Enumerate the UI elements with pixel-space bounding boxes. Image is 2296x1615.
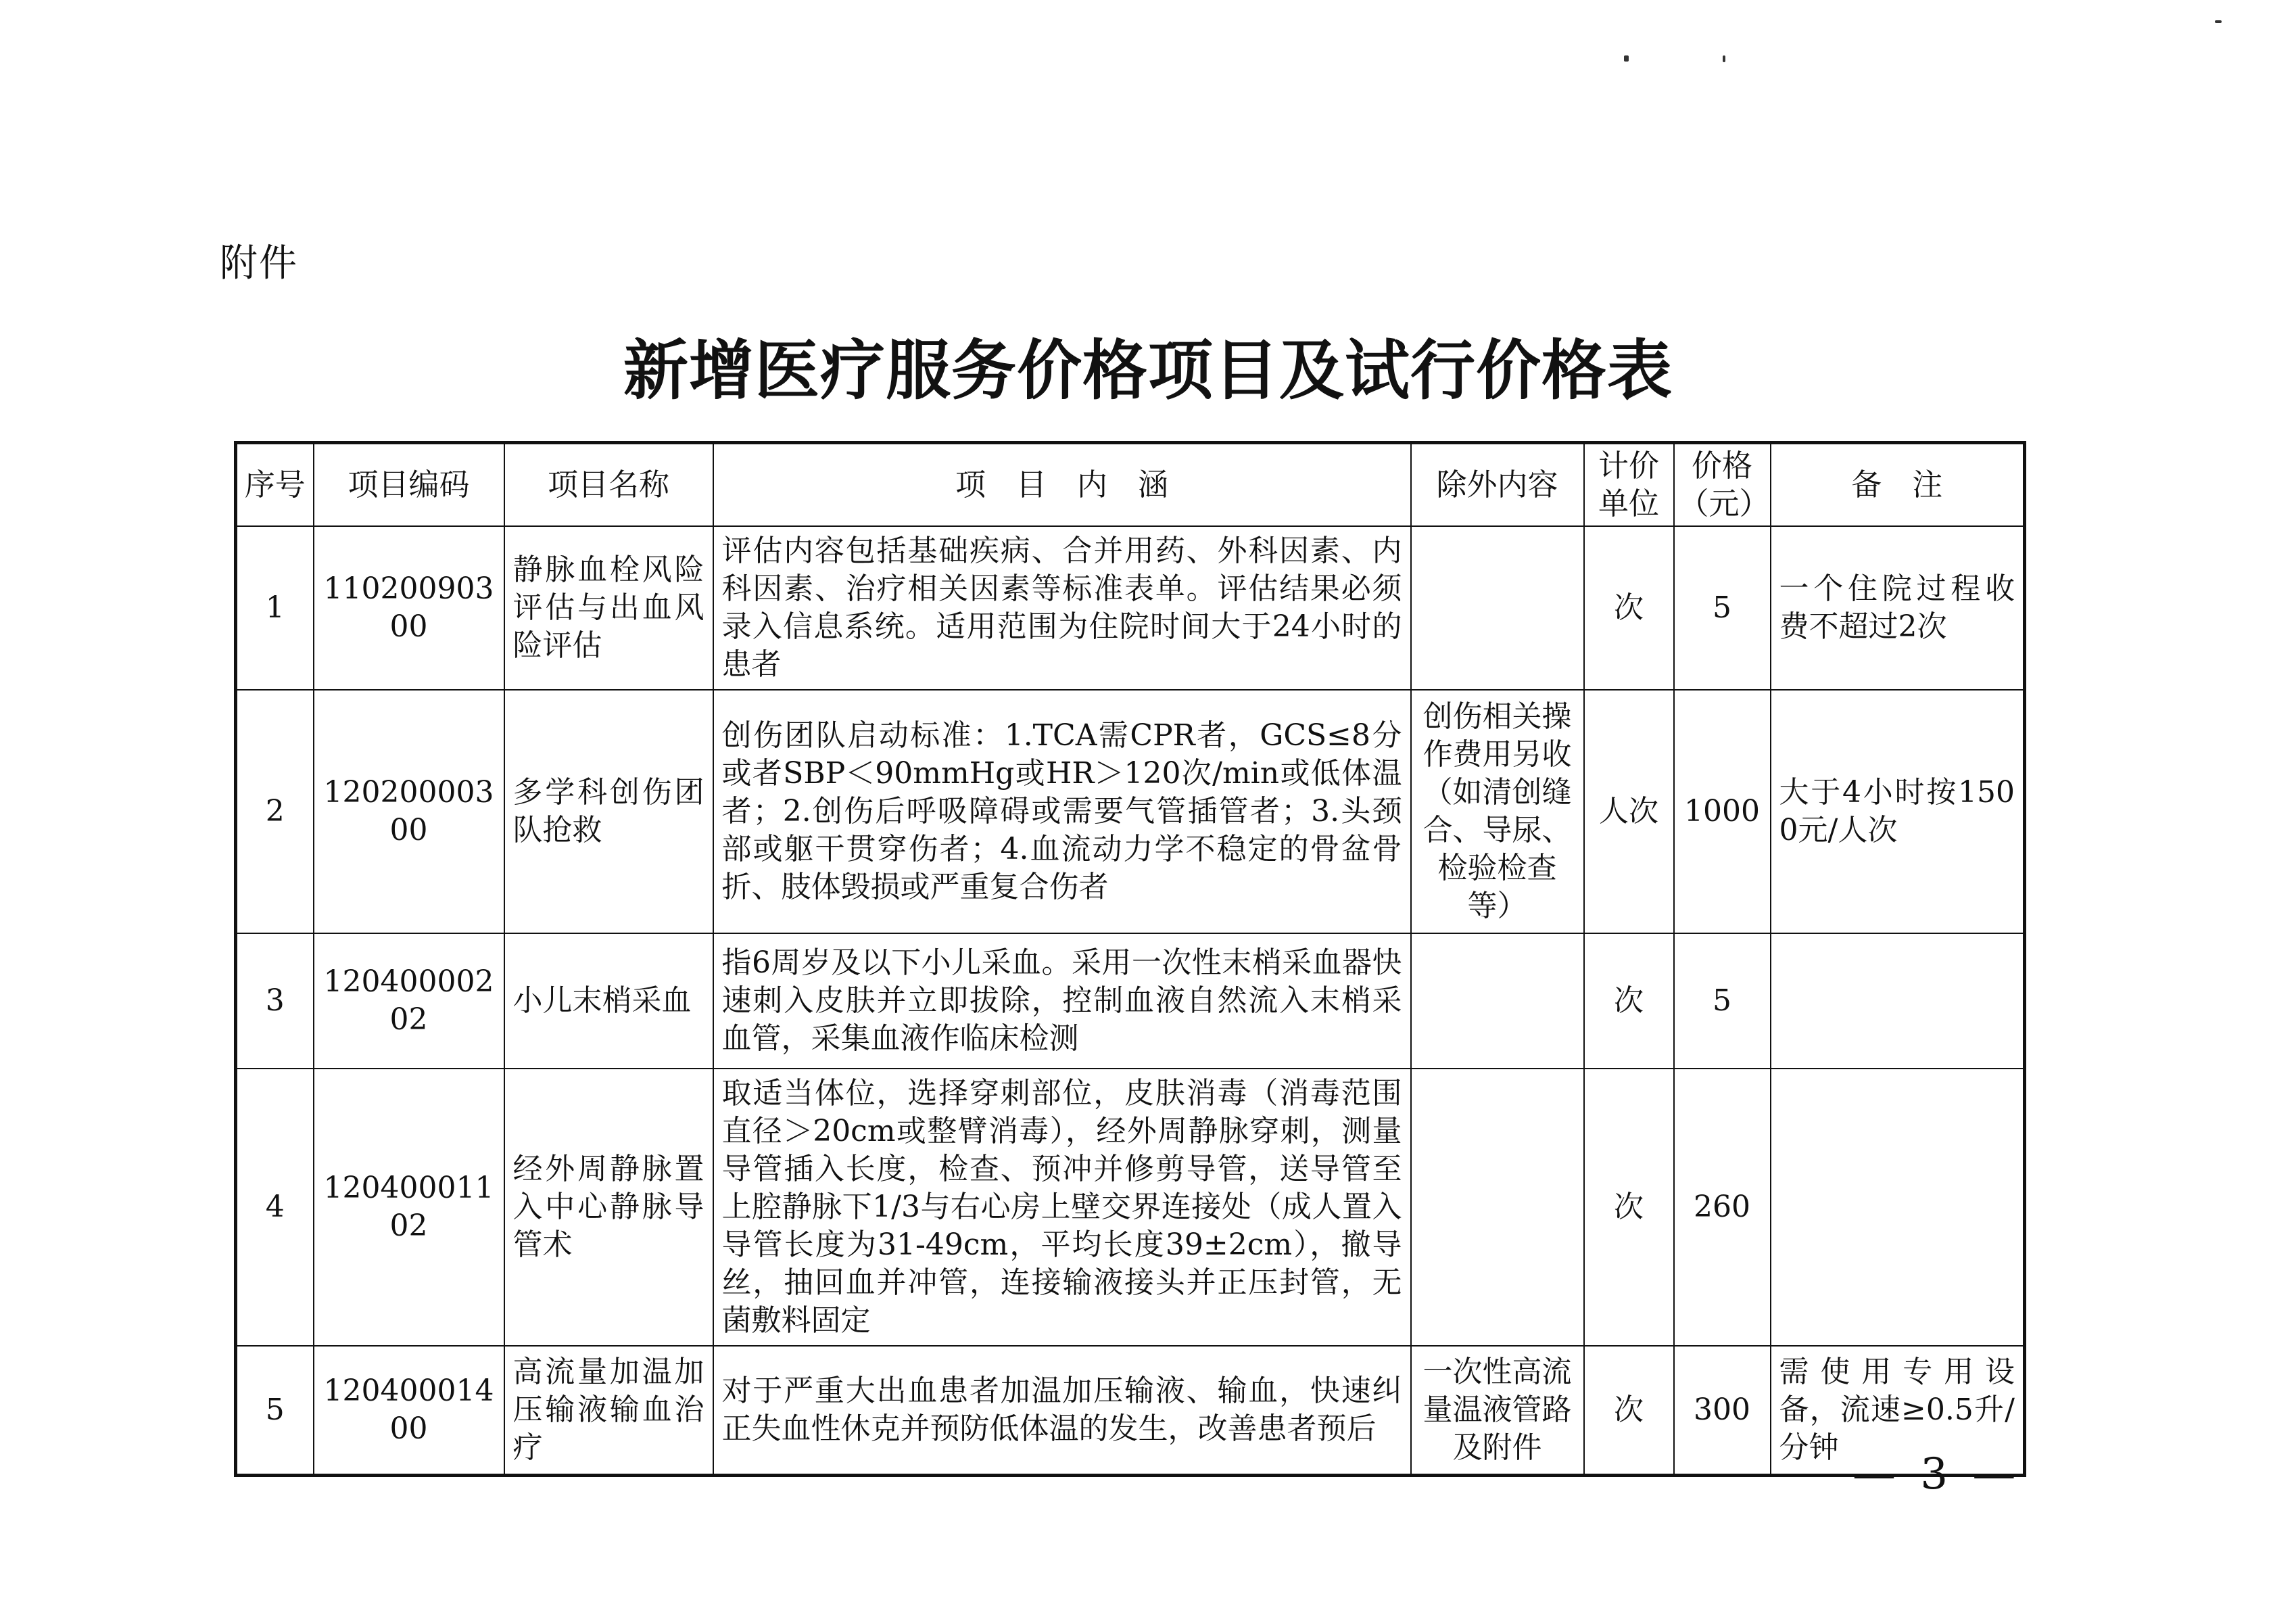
- cell-name: 多学科创伤团队抢救: [504, 690, 713, 933]
- table-row: [236, 1069, 2025, 1346]
- scan-speck: [1723, 55, 1725, 62]
- cell-name: 小儿末梢采血: [504, 933, 713, 1069]
- header-seq: 序号: [236, 443, 314, 527]
- header-name: 项目名称: [504, 443, 713, 527]
- header-content: 项 目 内 涵: [713, 443, 1411, 527]
- cell-unit: 人次: [1584, 690, 1674, 933]
- cell-name: 经外周静脉置入中心静脉导管术: [504, 1069, 713, 1346]
- cell-exclusion: [1411, 933, 1584, 1069]
- cell-content: 创伤团队启动标准：1.TCA需CPR者，GCS≤8分或者SBP＜90mmHg或HR＞120次/min或低体温者；2.创伤后呼吸障碍或需要气管插管者；3.头颈部或躯干贯穿伤者；4.血流动力学不稳定的骨盆骨折、肢体毁损或严重复合伤者: [713, 690, 1411, 933]
- cell-exclusion: 创伤相关操作费用另收（如清创缝合、导尿、检验检查等）: [1411, 690, 1584, 933]
- table-row: [236, 526, 2025, 690]
- header-price: 价格（元）: [1674, 443, 1771, 527]
- cell-code: 12020000300: [314, 690, 504, 933]
- cell-seq: 2: [236, 690, 314, 933]
- cell-unit: 次: [1584, 1069, 1674, 1346]
- page-number: — 3 —: [1852, 1449, 2022, 1499]
- cell-exclusion: [1411, 526, 1584, 690]
- cell-remark: [1771, 933, 2025, 1069]
- cell-seq: 1: [236, 526, 314, 690]
- cell-price: 5: [1674, 933, 1771, 1069]
- cell-unit: 次: [1584, 526, 1674, 690]
- cell-remark: [1771, 1069, 2025, 1346]
- cell-content: 评估内容包括基础疾病、合并用药、外科因素、内科因素、治疗相关因素等标准表单。评估结果必须录入信息系统。适用范围为住院时间大于24小时的患者: [713, 526, 1411, 690]
- cell-price: 260: [1674, 1069, 1771, 1346]
- document-title: 新增医疗服务价格项目及试行价格表: [623, 332, 1673, 408]
- table-header-row: [236, 443, 2025, 527]
- scan-speck: [1624, 55, 1629, 62]
- cell-seq: 3: [236, 933, 314, 1069]
- cell-exclusion: [1411, 1069, 1584, 1346]
- cell-price: 300: [1674, 1346, 1771, 1476]
- header-code: 项目编码: [314, 443, 504, 527]
- cell-code: 12040001102: [314, 1069, 504, 1346]
- table-row: [236, 1346, 2025, 1476]
- price-table: [234, 441, 2026, 1477]
- cell-remark: 大于4小时按1500元/人次: [1771, 690, 2025, 933]
- attachment-label: 附件: [220, 241, 298, 285]
- cell-remark: 需使用专用设备，流速≥0.5升/分钟: [1771, 1346, 2025, 1476]
- cell-seq: 4: [236, 1069, 314, 1346]
- header-unit: 计价单位: [1584, 443, 1674, 527]
- cell-content: 指6周岁及以下小儿采血。采用一次性末梢采血器快速刺入皮肤并立即拔除，控制血液自然流入末梢采血管，采集血液作临床检测: [713, 933, 1411, 1069]
- cell-seq: 5: [236, 1346, 314, 1476]
- cell-code: 11020090300: [314, 526, 504, 690]
- cell-price: 5: [1674, 526, 1771, 690]
- header-exclusion: 除外内容: [1411, 443, 1584, 527]
- header-remark: 备 注: [1771, 443, 2025, 527]
- table-row: [236, 933, 2025, 1069]
- cell-unit: 次: [1584, 1346, 1674, 1476]
- cell-code: 12040000202: [314, 933, 504, 1069]
- cell-name: 静脉血栓风险评估与出血风险评估: [504, 526, 713, 690]
- cell-unit: 次: [1584, 933, 1674, 1069]
- cell-name: 高流量加温加压输液输血治疗: [504, 1346, 713, 1476]
- cell-remark: 一个住院过程收费不超过2次: [1771, 526, 2025, 690]
- cell-content: 取适当体位，选择穿刺部位，皮肤消毒（消毒范围直径＞20cm或整臂消毒），经外周静脉穿刺，测量导管插入长度，检查、预冲并修剪导管，送导管至上腔静脉下1/3与右心房上壁交界连接处（成人置入导管长度为31-49cm，平均长度39±2cm），撤导丝，抽回血并冲管，连接输液接头并正压封管，无菌敷料固定: [713, 1069, 1411, 1346]
- cell-code: 12040001400: [314, 1346, 504, 1476]
- cell-price: 1000: [1674, 690, 1771, 933]
- table-row: [236, 690, 2025, 933]
- cell-content: 对于严重大出血患者加温加压输液、输血，快速纠正失血性休克并预防低体温的发生，改善患者预后: [713, 1346, 1411, 1476]
- scan-speck: [2215, 20, 2222, 23]
- cell-exclusion: 一次性高流量温液管路及附件: [1411, 1346, 1584, 1476]
